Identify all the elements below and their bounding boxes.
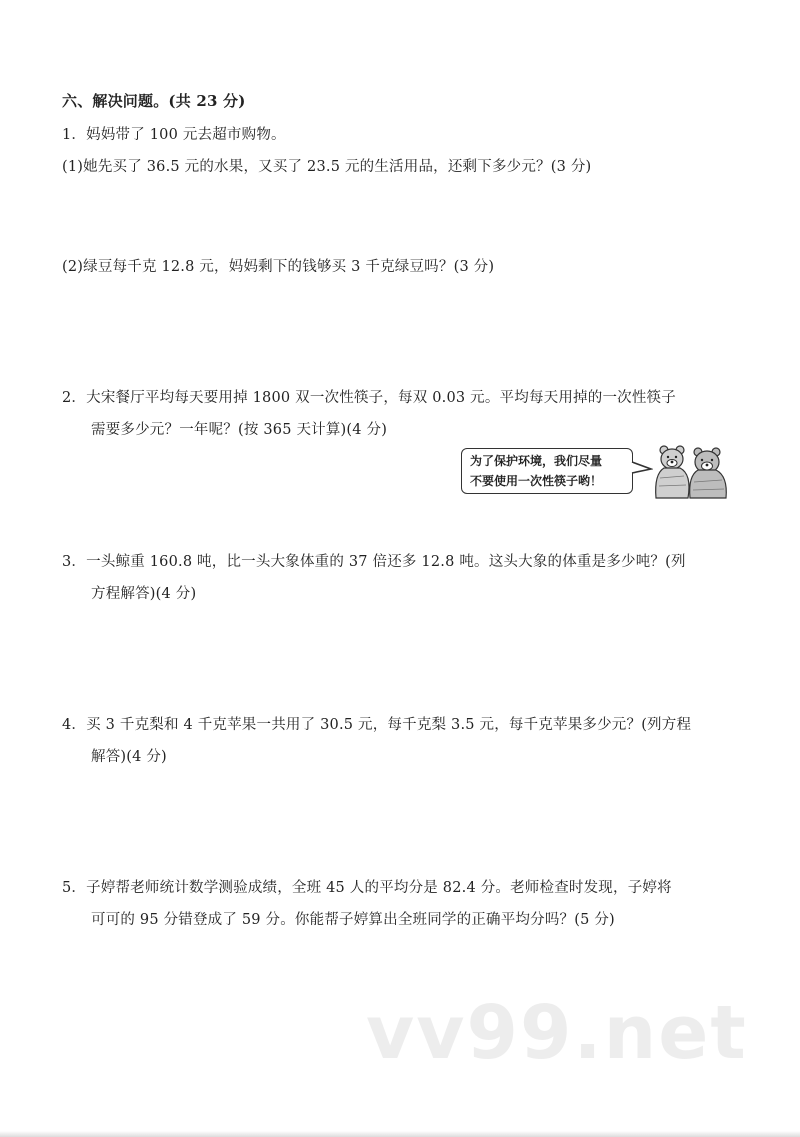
problem-3-line-2: 方程解答)(4 分)	[91, 586, 197, 602]
problem-2-line-2: 需要多少元？一年呢？(按 365 天计算)(4 分)	[91, 422, 388, 438]
problem-5-line-2: 可可的 95 分错登成了 59 分。你能帮子婷算出全班同学的正确平均分吗？(5 分)	[91, 912, 615, 928]
speech-bubble	[461, 448, 633, 494]
problem-5-line-1: 5．子婷帮老师统计数学测验成绩，全班 45 人的平均分是 82.4 分。老师检查时发现，子婷将	[62, 880, 672, 896]
problem-1-part-1: (1)她先买了 36.5 元的水果，又买了 23.5 元的生活用品，还剩下多少元？(3 分)	[62, 159, 592, 175]
speech-line-2: 不要使用一次性筷子哟！	[470, 474, 603, 488]
page-bottom-edge	[0, 1131, 800, 1137]
problem-4-line-2: 解答)(4 分)	[91, 749, 167, 765]
problem-3-line-1: 3．一头鲸重 160.8 吨，比一头大象体重的 37 倍还多 12.8 吨。这头大象的体重是多少吨？(列	[62, 554, 686, 570]
problem-2-line-1: 2．大宋餐厅平均每天要用掉 1800 双一次性筷子，每双 0.03 元。平均每天用掉的一次性筷子	[62, 390, 676, 406]
problem-4-line-1: 4．买 3 千克梨和 4 千克苹果一共用了 30.5 元，每千克梨 3.5 元，每千克苹果多少元？(列方程	[62, 717, 692, 733]
section-heading: 六、解决问题。(共 23 分)	[62, 92, 246, 110]
watermark: vv99.net	[366, 990, 748, 1076]
problem-1-part-2: (2)绿豆每千克 12.8 元，妈妈剩下的钱够买 3 千克绿豆吗？(3 分)	[62, 259, 495, 275]
bears-illustration-icon	[650, 442, 730, 500]
speech-line-1: 为了保护环境，我们尽量	[470, 454, 603, 468]
problem-1-intro: 1．妈妈带了 100 元去超市购物。	[62, 127, 286, 143]
